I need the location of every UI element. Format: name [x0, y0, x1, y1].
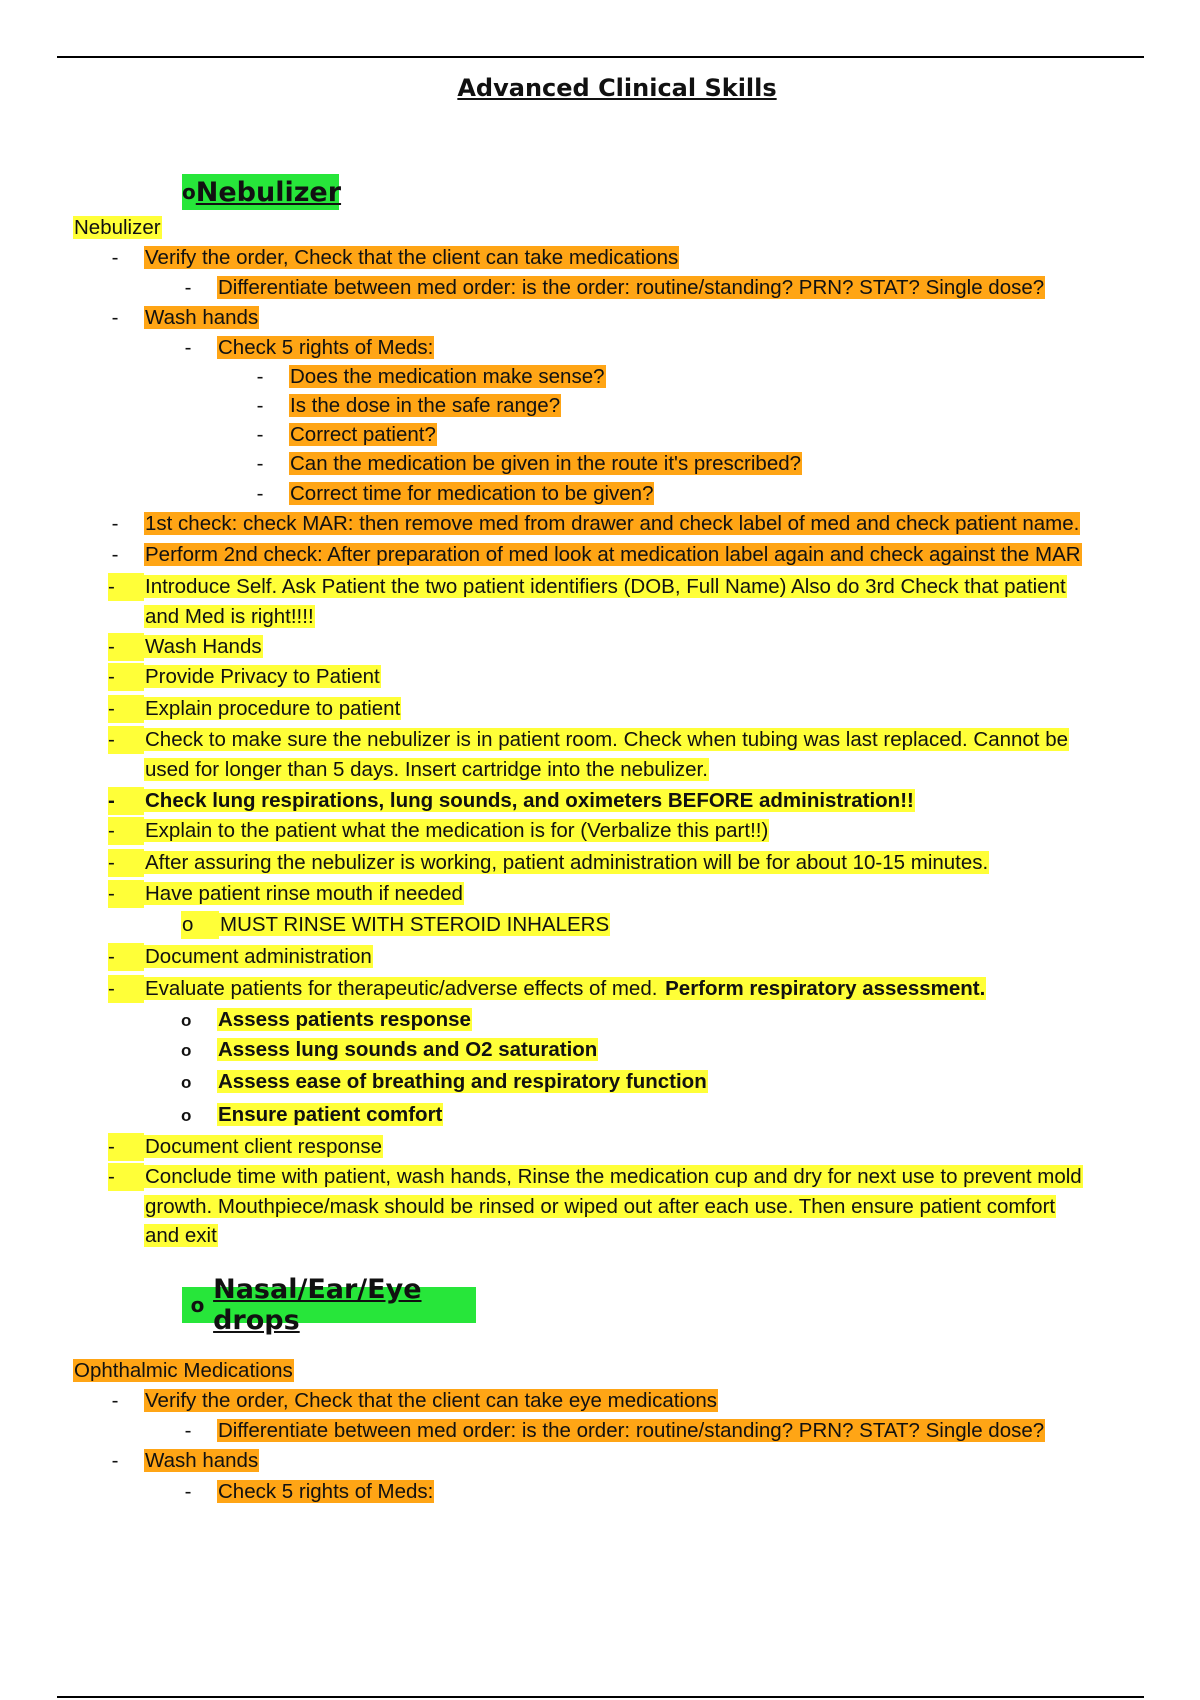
- list-item: - Provide Privacy to Patient: [108, 663, 1200, 691]
- list-item: - Wash hands: [111, 1449, 259, 1472]
- list-item: - Check 5 rights of Meds:: [184, 1480, 434, 1503]
- list-item-continuation: and exit: [145, 1224, 217, 1247]
- list-item: o MUST RINSE WITH STEROID INHALERS: [181, 911, 1200, 939]
- list-item: - Correct patient?: [256, 423, 436, 446]
- bottom-rule: [57, 1696, 1144, 1698]
- list-item: - Verify the order, Check that the client can take medications: [111, 246, 679, 269]
- list-item: - Check lung respirations, lung sounds, and oximeters BEFORE administration!!: [108, 787, 1200, 815]
- list-item: - Explain to the patient what the medication is for (Verbalize this part!!): [108, 817, 1200, 845]
- list-item: - Wash Hands: [108, 633, 1200, 661]
- page-title: Advanced Clinical Skills: [457, 74, 777, 102]
- list-item: - Differentiate between med order: is the order: routine/standing? PRN? STAT? Single dose?: [184, 1419, 1045, 1442]
- list-item: - Conclude time with patient, wash hands, Rinse the medication cup and dry for next use to prevent mold: [108, 1163, 1200, 1191]
- list-item: - Wash hands: [111, 306, 259, 329]
- section-heading-nebulizer: [182, 174, 342, 210]
- list-item: - Document administration: [108, 943, 1200, 971]
- list-item: - Can the medication be given in the route it's prescribed?: [256, 452, 802, 475]
- list-item: - Document client response: [108, 1133, 1200, 1161]
- section-heading-drops: [182, 1274, 476, 1336]
- list-item: - Is the dose in the safe range?: [256, 394, 561, 417]
- subheading-line: [73, 214, 1200, 242]
- list-item: - Explain procedure to patient: [108, 695, 1200, 723]
- circle-bullet: o: [182, 180, 196, 204]
- list-item: - Does the medication make sense?: [256, 365, 605, 388]
- list-item: - Correct time for medication to be given?: [256, 482, 654, 505]
- list-item: - Introduce Self. Ask Patient the two patient identifiers (DOB, Full Name) Also do 3rd Check that patient: [108, 573, 1200, 601]
- list-item: - Have patient rinse mouth if needed: [108, 880, 1200, 908]
- circle-bullet: o: [190, 1293, 205, 1317]
- list-item-continuation: used for longer than 5 days. Insert cartridge into the nebulizer.: [145, 758, 708, 781]
- list-item: o Assess ease of breathing and respiratory function: [181, 1070, 707, 1093]
- list-item-continuation: growth. Mouthpiece/mask should be rinsed or wiped out after each use. Then ensure patient comfort: [145, 1195, 1056, 1218]
- list-item: - After assuring the nebulizer is working, patient administration will be for about 10-15 minutes.: [108, 849, 1200, 877]
- list-item: - 1st check: check MAR: then remove med from drawer and check label of med and check patient name.: [111, 512, 1080, 535]
- section-heading-label: Nebulizer: [195, 176, 342, 208]
- list-item: - Evaluate patients for therapeutic/adverse effects of med. Perform respiratory assessment.: [108, 975, 1200, 1003]
- subheading-line: [73, 1357, 1200, 1385]
- list-item: - Check to make sure the nebulizer is in patient room. Check when tubing was last replaced. Cannot be: [108, 726, 1200, 754]
- list-item: - Verify the order, Check that the client can take eye medications: [111, 1389, 718, 1412]
- subheading: Ophthalmic Medications: [74, 1359, 293, 1382]
- subheading: Nebulizer: [74, 216, 161, 239]
- list-item: o Assess lung sounds and O2 saturation: [181, 1038, 598, 1061]
- list-item: - Differentiate between med order: is the order: routine/standing? PRN? STAT? Single dose?: [184, 276, 1045, 299]
- list-item-continuation: and Med is right!!!!: [145, 605, 314, 628]
- list-item: o Assess patients response: [181, 1008, 471, 1031]
- section-heading-label: Nasal/Ear/Eye drops: [213, 1274, 422, 1336]
- list-item: - Check 5 rights of Meds:: [184, 336, 434, 359]
- top-rule: [57, 56, 1144, 58]
- list-item: - Perform 2nd check: After preparation of med look at medication label again and check against the MAR: [111, 543, 1081, 566]
- list-item: o Ensure patient comfort: [181, 1103, 443, 1126]
